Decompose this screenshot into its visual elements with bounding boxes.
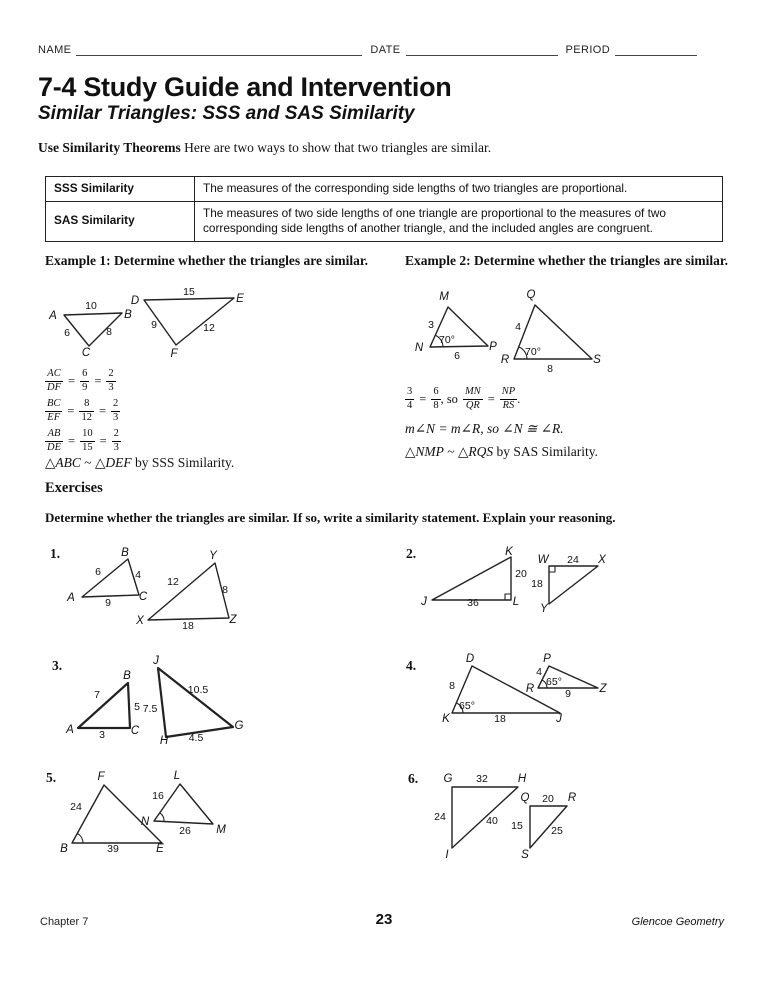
similar-symbol: ~ [443, 444, 458, 459]
vertex-j: J [421, 596, 427, 608]
exercise5-svg [43, 768, 248, 860]
sas-definition: The measures of two side lengths of one triangle are proportional to the measures of two corresponding side lengths of another triangle, and the included angles are congruent. [195, 201, 723, 241]
equals-sign: = [94, 373, 102, 388]
numerator: MN [463, 386, 483, 400]
fraction [112, 428, 121, 454]
equals-sign: = [99, 433, 107, 448]
vertex-a: A [67, 592, 75, 604]
side-wx: 24 [567, 554, 579, 566]
side-qs: 15 [511, 820, 523, 832]
denominator: QR [465, 399, 480, 411]
vertex-q: Q [520, 792, 530, 804]
date-line [406, 42, 558, 56]
example2-heading-text: Determine whether the triangles are similar. [470, 253, 728, 268]
name-line [76, 42, 362, 56]
intro-bold: Use Similarity Theorems [38, 140, 181, 155]
triangle-lnm [141, 770, 226, 837]
triangle-symbol: △ [457, 444, 469, 459]
vertex-d: D [130, 295, 140, 307]
angle-r: 65° [546, 676, 562, 688]
side-qr: 4 [515, 321, 521, 333]
example1-svg [40, 283, 290, 368]
vertex-y: Y [209, 550, 217, 562]
triangle-xyz [135, 550, 237, 632]
side-ab: 6 [95, 566, 101, 578]
side-ac: 9 [105, 597, 111, 609]
side-qr: 20 [542, 793, 554, 805]
triangle-jkl [420, 546, 527, 609]
denominator: DF [47, 381, 61, 393]
side-xz: 18 [182, 620, 194, 632]
side-ih: 40 [486, 815, 498, 827]
triangle-name: NMP [415, 444, 444, 459]
triangle-prz [526, 653, 608, 700]
denominator: 12 [81, 411, 92, 423]
sss-definition: The measures of the corresponding side lengths of two triangles are proportional. [195, 177, 723, 202]
right-angle-mark-w [549, 566, 555, 572]
side-jh: 7.5 [142, 703, 158, 715]
side-jg: 10.5 [187, 684, 209, 696]
vertex-l: L [173, 770, 181, 782]
numerator: 3 [405, 386, 414, 400]
fraction [431, 386, 440, 412]
vertex-z: Z [599, 683, 607, 695]
vertex-a: A [66, 724, 74, 736]
vertex-n: N [414, 342, 424, 354]
triangle-name: RQS [468, 444, 494, 459]
side-bc: 8 [106, 326, 112, 338]
vertex-g: G [234, 720, 244, 732]
conclusion-text: by SSS Similarity. [131, 455, 235, 470]
denominator: RS [502, 399, 515, 411]
so-text: , so [440, 391, 458, 406]
side-ab: 10 [85, 300, 97, 312]
side-be: 39 [107, 843, 119, 855]
denominator: 3 [113, 441, 119, 453]
example1-conclusion [45, 455, 234, 471]
vertex-b: B [124, 309, 132, 321]
vertex-j: J [556, 713, 562, 725]
vertex-b: B [121, 547, 129, 559]
exercise-number-4: 4. [406, 658, 417, 673]
vertex-b: B [123, 670, 131, 682]
side-yz: 8 [222, 584, 228, 596]
numerator: NP [500, 386, 517, 400]
example2-equation [405, 384, 520, 414]
intro-rest: Here are two ways to show that two triangles are similar. [180, 140, 492, 155]
equals-sign: = [419, 391, 427, 406]
sss-term: SSS Similarity [46, 177, 195, 202]
exercises-directions: Determine whether the triangles are similar. If so, write a similarity statement. Explain your reasoning. [45, 510, 616, 525]
vertex-c: C [130, 725, 140, 737]
vertex-d: D [465, 653, 475, 665]
fraction [111, 398, 120, 424]
vertex-y: Y [540, 603, 548, 615]
triangle-symbol: △ [94, 455, 106, 470]
angle-arc-b [77, 833, 83, 843]
triangle-abc [65, 670, 140, 741]
side-wy: 18 [531, 578, 543, 590]
exercise-number-1: 1. [50, 546, 61, 561]
side-kl: 20 [515, 568, 527, 580]
side-pr: 4 [536, 666, 542, 678]
example2-angle-statement: m∠N = m∠R, so ∠N ≅ ∠R. [405, 421, 564, 436]
numerator: AC [45, 368, 63, 382]
conclusion-text: by SAS Similarity. [493, 444, 598, 459]
vertex-m: M [216, 824, 226, 836]
page-subtitle: Similar Triangles: SSS and SAS Similarity [38, 103, 415, 124]
triangle-qrs [511, 792, 576, 861]
example2-figure [400, 283, 630, 378]
vertex-n: N [140, 816, 150, 828]
denominator: 15 [82, 441, 93, 453]
equals-sign: = [67, 403, 75, 418]
example2-conclusion [405, 444, 598, 460]
side-ln: 16 [152, 790, 164, 802]
exercise-number-3: 3. [52, 658, 63, 673]
right-angle-mark-l [505, 594, 511, 600]
period-text: . [517, 391, 521, 406]
side-hg: 4.5 [188, 732, 204, 744]
example2-svg [400, 283, 630, 378]
side-rs: 8 [547, 363, 553, 375]
side-bf: 24 [70, 801, 82, 813]
fraction [45, 428, 63, 454]
vertex-r: R [567, 792, 577, 804]
similarity-theorem-table [45, 176, 723, 242]
vertex-k: K [442, 713, 450, 725]
denominator: 8 [433, 399, 439, 411]
exercise4-svg [403, 652, 615, 728]
numerator: 2 [111, 398, 120, 412]
side-bc: 5 [134, 701, 140, 713]
triangle-qrs [501, 289, 601, 375]
equation-row [45, 366, 121, 396]
exercise5-figure [43, 768, 248, 860]
fraction [405, 386, 414, 412]
side-ab: 7 [94, 689, 100, 701]
period-label: PERIOD [565, 44, 611, 56]
numerator: 6 [80, 368, 89, 382]
vertex-q: Q [526, 289, 536, 301]
example2-heading [405, 252, 735, 270]
vertex-c: C [81, 347, 91, 359]
date-label: DATE [370, 44, 401, 56]
exercise1-svg [62, 546, 247, 636]
vertex-w: W [537, 554, 549, 566]
equation-row [45, 426, 121, 456]
side-rz: 9 [565, 688, 571, 700]
page-title: 7-4 Study Guide and Intervention [38, 72, 452, 102]
fraction [500, 386, 517, 412]
table-row [46, 201, 723, 241]
side-nm: 26 [179, 825, 191, 837]
side-kj: 18 [494, 713, 506, 725]
vertex-l: L [512, 596, 520, 608]
fraction [79, 398, 94, 424]
triangle-symbol: △ [45, 455, 56, 470]
denominator: 9 [82, 381, 88, 393]
exercise3-svg [58, 652, 253, 748]
numerator: 8 [79, 398, 94, 412]
triangle-name: ABC [55, 455, 81, 470]
angle-n: 70° [439, 334, 455, 346]
numerator: 2 [112, 428, 121, 442]
denominator: 4 [407, 399, 413, 411]
triangle-abc [48, 300, 132, 359]
vertex-m: M [439, 291, 449, 303]
sas-term: SAS Similarity [46, 201, 195, 241]
side-jl: 36 [467, 597, 479, 609]
vertex-k: K [505, 546, 513, 558]
side-df: 9 [151, 319, 157, 331]
vertex-e: E [156, 843, 164, 855]
side-gh: 32 [476, 773, 488, 785]
vertex-z: Z [229, 614, 237, 626]
side-xy: 12 [167, 576, 179, 588]
exercise2-svg [405, 546, 615, 618]
vertex-j: J [153, 655, 159, 667]
exercise1-figure [62, 546, 247, 636]
triangle-ghi [434, 773, 527, 861]
vertex-s: S [521, 849, 529, 861]
vertex-b: B [60, 843, 68, 855]
fraction [45, 398, 62, 424]
table-row [46, 177, 723, 202]
side-np: 6 [454, 350, 460, 362]
equals-sign: = [68, 433, 76, 448]
equals-sign: = [68, 373, 76, 388]
exercise-number-5: 5. [46, 770, 57, 785]
denominator: EF [47, 411, 61, 423]
angle-arc-n [160, 813, 164, 822]
vertex-x: X [136, 615, 144, 627]
equation-row [45, 396, 121, 426]
vertex-h: H [517, 773, 527, 785]
vertex-p: P [489, 341, 497, 353]
numerator: 2 [106, 368, 115, 382]
fraction [106, 368, 115, 394]
side-mn: 3 [428, 319, 434, 331]
similar-symbol: ~ [80, 455, 95, 470]
triangle-name: DEF [105, 455, 132, 470]
exercise6-svg [403, 768, 615, 863]
vertex-x: X [598, 554, 606, 566]
footer-brand: Glencoe Geometry [631, 916, 724, 928]
vertex-e: E [236, 293, 244, 305]
example1-heading [45, 252, 375, 270]
side-bc: 4 [135, 569, 141, 581]
example1-label: Example 1: [45, 253, 111, 268]
numerator: BC [45, 398, 62, 412]
angle-k: 65° [459, 700, 475, 712]
triangle-abc [66, 547, 148, 609]
triangle-jhg [143, 655, 244, 747]
example1-figure [40, 283, 290, 368]
side-ac: 3 [99, 729, 105, 741]
equals-sign: = [98, 403, 107, 418]
fraction [463, 386, 483, 412]
example1-equations [45, 366, 121, 456]
side-sr: 25 [551, 825, 563, 837]
side-ac: 6 [64, 327, 70, 339]
exercise2-figure [405, 546, 615, 618]
equals-sign: = [487, 391, 495, 406]
example2-label: Example 2: [405, 253, 471, 268]
vertex-f: F [97, 771, 105, 783]
vertex-s: S [593, 354, 601, 366]
side-gi: 24 [434, 811, 446, 823]
triangle-symbol: △ [405, 444, 416, 459]
denominator: DE [47, 441, 61, 453]
denominator: 3 [108, 381, 114, 393]
footer-page-number: 23 [375, 911, 393, 928]
triangle-mnp [415, 291, 497, 362]
angle-r: 70° [525, 346, 541, 358]
vertex-f: F [170, 348, 178, 360]
denominator: 3 [113, 411, 119, 423]
triangle-def [131, 286, 244, 360]
exercise6-figure [403, 768, 615, 863]
side-dk: 8 [449, 680, 455, 692]
fraction [80, 428, 95, 454]
exercise-number-6: 6. [408, 771, 419, 786]
side-de: 15 [183, 286, 195, 298]
exercise4-figure [403, 652, 615, 728]
vertex-r: R [500, 354, 510, 366]
vertex-r: R [525, 683, 535, 695]
exercise-number-2: 2. [406, 546, 417, 561]
header-writein-row [38, 42, 728, 56]
fraction [80, 368, 89, 394]
intro-paragraph [38, 140, 491, 156]
fraction [45, 368, 63, 394]
vertex-h: H [159, 735, 169, 747]
triangle-bfe [60, 771, 164, 855]
vertex-p: P [543, 653, 551, 665]
numerator: AB [45, 428, 63, 442]
example1-heading-text: Determine whether the triangles are similar. [110, 253, 368, 268]
footer-chapter: Chapter 7 [40, 916, 89, 928]
period-line [615, 42, 697, 56]
exercise3-figure [58, 652, 253, 748]
vertex-g: G [443, 773, 453, 785]
exercises-heading: Exercises [45, 480, 103, 496]
vertex-i: I [445, 849, 449, 861]
vertex-a: A [49, 310, 57, 322]
numerator: 10 [80, 428, 95, 442]
vertex-c: C [138, 591, 148, 603]
name-label: NAME [38, 44, 72, 56]
side-ef: 12 [203, 322, 215, 334]
triangle-wxy [531, 554, 607, 615]
numerator: 6 [431, 386, 440, 400]
